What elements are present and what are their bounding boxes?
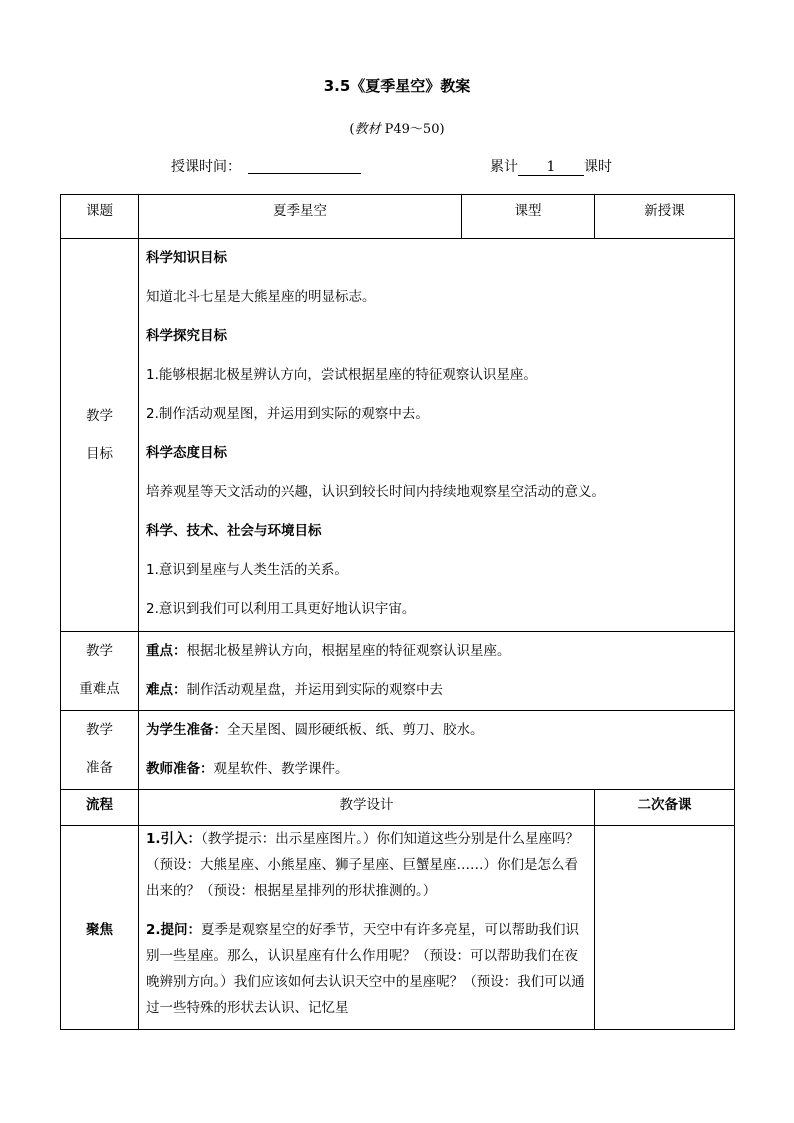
prep-label [61, 711, 139, 790]
prep-label-line1: 教学 [86, 722, 113, 738]
student-prep-label: 为学生准备： [146, 722, 227, 738]
second-prep-cell [595, 826, 735, 1030]
lesson-type-label: 课型 [462, 195, 595, 239]
goal-line: 培养观星等天文活动的兴趣，认识到较长时间内持续地观察星空活动的意义。 [146, 484, 605, 500]
goal-line: 1.能够根据北极星辨认方向，尝试根据星座的特征观察认识星座。 [146, 367, 537, 383]
intro-text: （教学提示：出示星座图片。）你们知道这些分别是什么星座吗？（预设：大熊星座、小熊星座、狮子星座、巨蟹星座……）你们是怎么看出来的？（预设：根据星星排列的形状推测的。） [146, 831, 580, 899]
topic-row [61, 195, 735, 239]
flow-label: 流程 [61, 790, 139, 826]
teaching-time-blank [248, 173, 361, 174]
question-label: 2.提问： [146, 922, 202, 938]
keypoints-content [139, 632, 735, 711]
question-text: 夏季是观察星空的好季节，天空中有许多亮星，可以帮助我们识别一些星座。那么，认识星座有什么作用呢？（预设：可以帮助我们在夜晚辨别方向。）我们应该如何去认识天空中的星座呢？（预设：我们可以通过一些特殊的形状去认识、记忆星 [146, 922, 585, 1016]
focus-label: 聚焦 [61, 826, 139, 1030]
lesson-plan-table [60, 194, 735, 1030]
subtitle-prefix: ( [349, 122, 355, 137]
prep-content [139, 711, 735, 790]
keypoints-label [61, 632, 139, 711]
info-row [0, 156, 794, 176]
keypoints-row [61, 632, 735, 711]
design-label: 教学设计 [139, 790, 595, 826]
lesson-type-value: 新授课 [595, 195, 735, 239]
goals-content [139, 239, 735, 632]
goals-label-line1: 教学 [86, 408, 113, 424]
document-title: 3.5《夏季星空》教案 [323, 77, 471, 95]
flow-header-row [61, 790, 735, 826]
teacher-prep-label: 教师准备： [146, 761, 214, 777]
keypoints-label-line1: 教学 [86, 643, 113, 659]
teaching-time-label: 授课时间： [171, 159, 241, 175]
key-point-label: 重点： [146, 643, 187, 659]
goals-label-line2: 目标 [86, 446, 113, 462]
textbook-pages [0, 118, 794, 137]
goal-line: 2.意识到我们可以利用工具更好地认识宇宙。 [146, 601, 416, 617]
total-unit: 课时 [584, 159, 612, 175]
teacher-prep-text: 观星软件、教学课件。 [213, 761, 349, 777]
goals-row [61, 239, 735, 632]
goal-line: 1.意识到星座与人类生活的关系。 [146, 562, 348, 578]
total-lessons [490, 156, 612, 176]
total-value: 1 [518, 160, 584, 176]
goal-heading-stse: 科学、技术、社会与环境目标 [146, 523, 322, 539]
goal-line: 2.制作活动观星图，并运用到实际的观察中去。 [146, 406, 429, 422]
student-prep-text: 全天星图、圆形硬纸板、纸、剪刀、胶水。 [227, 722, 484, 738]
goal-heading-knowledge: 科学知识目标 [146, 250, 227, 266]
goal-heading-inquiry: 科学探究目标 [146, 328, 227, 344]
subtitle-rest: P49～50) [380, 122, 445, 137]
prep-row [61, 711, 735, 790]
goal-line: 知道北斗七星是大熊星座的明显标志。 [146, 289, 376, 305]
topic-value: 夏季星空 [139, 195, 462, 239]
intro-label: 1.引入： [146, 831, 202, 847]
prep-label-line2: 准备 [86, 760, 113, 776]
focus-row [61, 826, 735, 1030]
second-prep-label: 二次备课 [595, 790, 735, 826]
goals-label [61, 239, 139, 632]
difficult-point-text: 制作活动观星盘，并运用到实际的观察中去 [186, 682, 443, 698]
goal-heading-attitude: 科学态度目标 [146, 445, 227, 461]
focus-content [139, 826, 595, 1030]
key-point-text: 根据北极星辨认方向，根据星座的特征观察认识星座。 [186, 643, 511, 659]
subtitle-italic: 教材 [354, 122, 381, 137]
topic-label: 课题 [61, 195, 139, 239]
difficult-point-label: 难点： [146, 682, 187, 698]
total-label: 累计 [490, 159, 518, 175]
keypoints-label-line2: 重难点 [79, 681, 120, 697]
